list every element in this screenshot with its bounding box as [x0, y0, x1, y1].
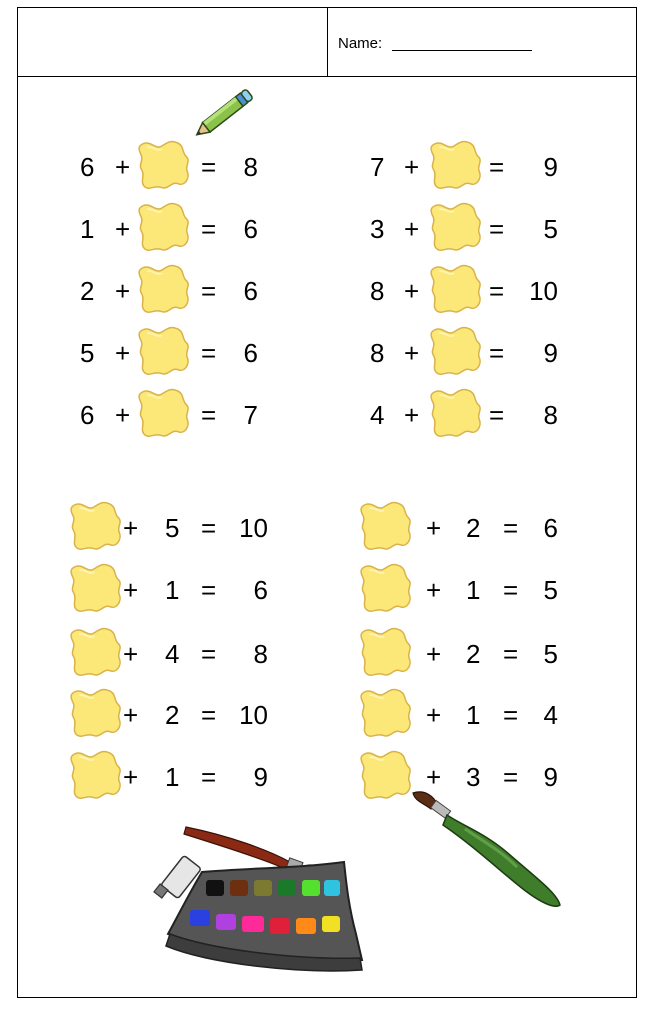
addend-number: 2 — [466, 639, 481, 669]
sum-number: 9 — [543, 762, 558, 792]
yellow-paint-splat-icon[interactable] — [136, 200, 192, 256]
equals-sign: = — [489, 338, 505, 368]
sum-number: 9 — [253, 762, 268, 792]
plus-sign: + — [426, 762, 442, 792]
plus-sign: + — [426, 700, 442, 730]
equals-sign: = — [201, 276, 217, 306]
plus-sign: + — [115, 400, 131, 430]
equals-sign: = — [489, 152, 505, 182]
plus-sign: + — [123, 700, 139, 730]
equals-sign: = — [489, 276, 505, 306]
plus-sign: + — [123, 513, 139, 543]
sum-number: 5 — [543, 639, 558, 669]
plus-sign: + — [426, 639, 442, 669]
addend-number: 3 — [370, 214, 385, 244]
equals-sign: = — [489, 214, 505, 244]
addend-number: 1 — [466, 700, 481, 730]
equals-sign: = — [503, 639, 519, 669]
equals-sign: = — [201, 338, 217, 368]
addend-number: 1 — [165, 762, 180, 792]
plus-sign: + — [404, 338, 420, 368]
name-label: Name: — [338, 35, 383, 52]
equals-sign: = — [201, 214, 217, 244]
equals-sign: = — [201, 575, 217, 605]
plus-sign: + — [404, 400, 420, 430]
equals-sign: = — [489, 400, 505, 430]
addend-number: 1 — [466, 575, 481, 605]
equals-sign: = — [503, 575, 519, 605]
addend-number: 6 — [80, 400, 95, 430]
header-blank-cell — [18, 8, 328, 76]
equals-sign: = — [503, 762, 519, 792]
yellow-paint-splat-icon[interactable] — [136, 324, 192, 380]
plus-sign: + — [426, 513, 442, 543]
yellow-paint-splat-icon[interactable] — [136, 386, 192, 442]
sum-number: 10 — [529, 276, 558, 306]
sum-number: 5 — [543, 214, 558, 244]
sum-number: 7 — [243, 400, 258, 430]
addend-number: 3 — [466, 762, 481, 792]
worksheet-header — [18, 8, 636, 77]
plus-sign: + — [115, 152, 131, 182]
addend-number: 4 — [370, 400, 385, 430]
yellow-paint-splat-icon[interactable] — [428, 262, 484, 318]
plus-sign: + — [115, 214, 131, 244]
equals-sign: = — [201, 700, 217, 730]
equals-sign: = — [201, 152, 217, 182]
sum-number: 8 — [253, 639, 268, 669]
plus-sign: + — [123, 762, 139, 792]
sum-number: 10 — [239, 513, 268, 543]
addend-number: 2 — [466, 513, 481, 543]
yellow-paint-splat-icon[interactable] — [358, 686, 414, 742]
addend-number: 7 — [370, 152, 385, 182]
sum-number: 9 — [543, 152, 558, 182]
equals-sign: = — [201, 639, 217, 669]
sum-number: 10 — [239, 700, 268, 730]
addend-number: 8 — [370, 338, 385, 368]
plus-sign: + — [404, 152, 420, 182]
addend-number: 1 — [80, 214, 95, 244]
sum-number: 6 — [243, 338, 258, 368]
name-answer-line[interactable] — [392, 50, 532, 51]
equals-sign: = — [201, 762, 217, 792]
yellow-paint-splat-icon[interactable] — [136, 138, 192, 194]
sum-number: 8 — [543, 400, 558, 430]
yellow-paint-splat-icon[interactable] — [358, 625, 414, 681]
plus-sign: + — [115, 276, 131, 306]
plus-sign: + — [115, 338, 131, 368]
addend-number: 4 — [165, 639, 180, 669]
addend-number: 5 — [165, 513, 180, 543]
yellow-paint-splat-icon[interactable] — [68, 748, 124, 804]
equals-sign: = — [201, 400, 217, 430]
addend-number: 1 — [165, 575, 180, 605]
sum-number: 4 — [543, 700, 558, 730]
sum-number: 6 — [243, 276, 258, 306]
addend-number: 2 — [165, 700, 180, 730]
yellow-paint-splat-icon[interactable] — [68, 561, 124, 617]
yellow-paint-splat-icon[interactable] — [428, 324, 484, 380]
sum-number: 9 — [543, 338, 558, 368]
yellow-paint-splat-icon[interactable] — [358, 561, 414, 617]
sum-number: 5 — [543, 575, 558, 605]
sum-number: 8 — [243, 152, 258, 182]
addend-number: 5 — [80, 338, 95, 368]
addend-number: 6 — [80, 152, 95, 182]
yellow-paint-splat-icon[interactable] — [68, 686, 124, 742]
yellow-paint-splat-icon[interactable] — [358, 499, 414, 555]
paintbrush-icon — [405, 785, 565, 915]
plus-sign: + — [404, 214, 420, 244]
equals-sign: = — [503, 513, 519, 543]
pencil-icon — [188, 84, 262, 144]
plus-sign: + — [426, 575, 442, 605]
yellow-paint-splat-icon[interactable] — [428, 200, 484, 256]
yellow-paint-splat-icon[interactable] — [136, 262, 192, 318]
equals-sign: = — [503, 700, 519, 730]
yellow-paint-splat-icon[interactable] — [68, 499, 124, 555]
plus-sign: + — [404, 276, 420, 306]
sum-number: 6 — [253, 575, 268, 605]
addend-number: 2 — [80, 276, 95, 306]
equals-sign: = — [201, 513, 217, 543]
plus-sign: + — [123, 639, 139, 669]
plus-sign: + — [123, 575, 139, 605]
yellow-paint-splat-icon[interactable] — [68, 625, 124, 681]
sum-number: 6 — [243, 214, 258, 244]
yellow-paint-splat-icon[interactable] — [428, 138, 484, 194]
yellow-paint-splat-icon[interactable] — [428, 386, 484, 442]
sum-number: 6 — [543, 513, 558, 543]
addend-number: 8 — [370, 276, 385, 306]
paint-palette-icon — [150, 822, 370, 982]
